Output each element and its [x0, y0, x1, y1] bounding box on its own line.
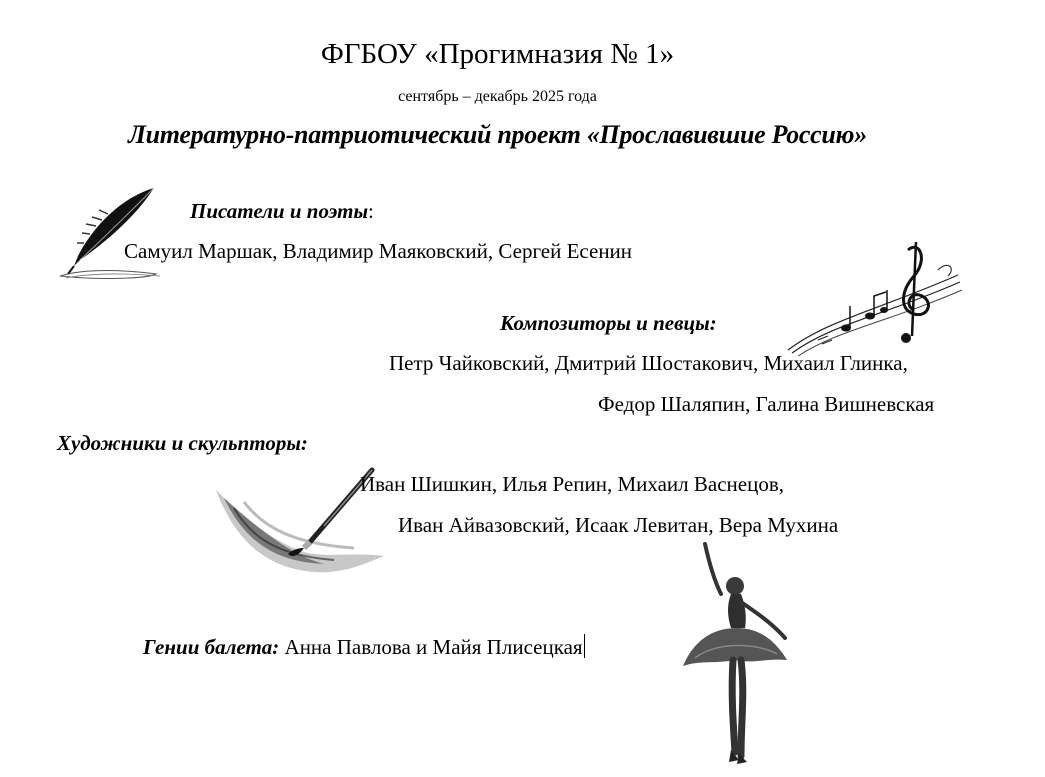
artists-names-line1: Иван Шишкин, Илья Репин, Михаил Васнецов, — [360, 472, 784, 496]
composers-heading: Композиторы и певцы: — [500, 311, 717, 335]
ballet-names: Анна Павлова и Майя Плисецкая — [284, 635, 583, 659]
ballet-line — [143, 634, 585, 660]
project-period: сентябрь – декабрь 2025 года — [398, 88, 597, 105]
composers-names-line2: Федор Шаляпин, Галина Вишневская — [598, 392, 935, 416]
writers-names: Самуил Маршак, Владимир Маяковский, Сергей Есенин — [124, 239, 633, 263]
writers-heading: Писатели и поэты: — [190, 199, 374, 223]
music-notes-icon — [788, 240, 963, 355]
quill-pen-icon — [56, 186, 166, 281]
text-cursor — [584, 634, 585, 658]
ballerina-icon — [675, 542, 790, 764]
ballet-heading: Гении балета: — [143, 635, 280, 659]
artists-names-line2: Иван Айвазовский, Исаак Левитан, Вера Мухина — [398, 513, 839, 537]
composers-names-line1: Петр Чайковский, Дмитрий Шостакович, Михаил Глинка, — [389, 351, 908, 375]
organization-title: ФГБОУ «Прогимназия № 1» — [320, 38, 675, 70]
artists-heading: Художники и скульпторы: — [57, 431, 308, 455]
project-title: Литературно-патриотический проект «Прославившие Россию» — [128, 120, 867, 149]
